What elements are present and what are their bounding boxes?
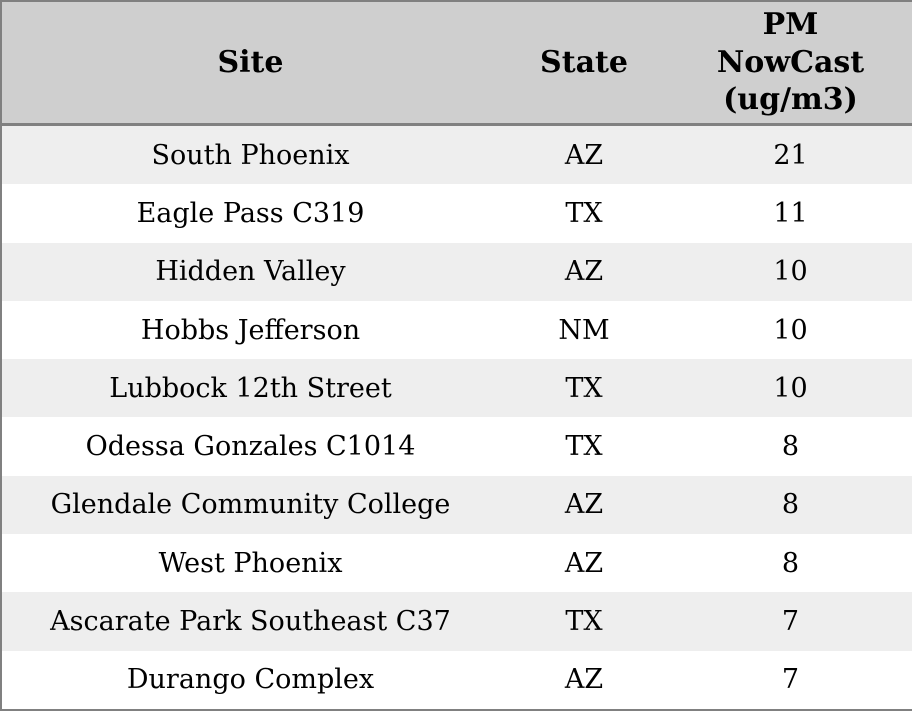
cell-site: Durango Complex [1, 651, 499, 710]
cell-pm: 21 [669, 125, 912, 185]
cell-pm: 8 [669, 476, 912, 534]
header-pm-nowcast [669, 1, 912, 125]
table-row [1, 125, 912, 185]
cell-site: Hidden Valley [1, 243, 499, 301]
table-row [1, 359, 912, 417]
header-state: State [499, 1, 669, 125]
cell-pm: 10 [669, 301, 912, 359]
cell-site: Odessa Gonzales C1014 [1, 417, 499, 475]
header-pm-line1: PM [762, 7, 819, 43]
header-pm-line2: NowCast [716, 44, 865, 80]
header-site: Site [1, 1, 499, 125]
cell-state: AZ [499, 243, 669, 301]
cell-pm: 11 [669, 184, 912, 242]
table-row [1, 534, 912, 592]
cell-pm: 10 [669, 243, 912, 301]
table-row [1, 184, 912, 242]
cell-pm: 8 [669, 417, 912, 475]
table-row [1, 651, 912, 710]
table-row [1, 592, 912, 650]
table-body [1, 125, 912, 711]
cell-site: Eagle Pass C319 [1, 184, 499, 242]
cell-pm: 10 [669, 359, 912, 417]
table-row [1, 417, 912, 475]
cell-site: Ascarate Park Southeast C37 [1, 592, 499, 650]
cell-state: AZ [499, 534, 669, 592]
cell-site: Glendale Community College [1, 476, 499, 534]
cell-pm: 7 [669, 651, 912, 710]
cell-state: TX [499, 184, 669, 242]
cell-site: Lubbock 12th Street [1, 359, 499, 417]
cell-pm: 7 [669, 592, 912, 650]
cell-state: TX [499, 359, 669, 417]
cell-site: Hobbs Jefferson [1, 301, 499, 359]
cell-state: AZ [499, 476, 669, 534]
table-row [1, 243, 912, 301]
cell-pm: 8 [669, 534, 912, 592]
table-header [1, 1, 912, 125]
cell-state: NM [499, 301, 669, 359]
table-row [1, 476, 912, 534]
cell-site: West Phoenix [1, 534, 499, 592]
cell-state: TX [499, 592, 669, 650]
cell-site: South Phoenix [1, 125, 499, 185]
header-row [1, 1, 912, 125]
cell-state: TX [499, 417, 669, 475]
cell-state: AZ [499, 125, 669, 185]
table-row [1, 301, 912, 359]
header-pm-line3: (ug/m3) [723, 82, 858, 118]
cell-state: AZ [499, 651, 669, 710]
